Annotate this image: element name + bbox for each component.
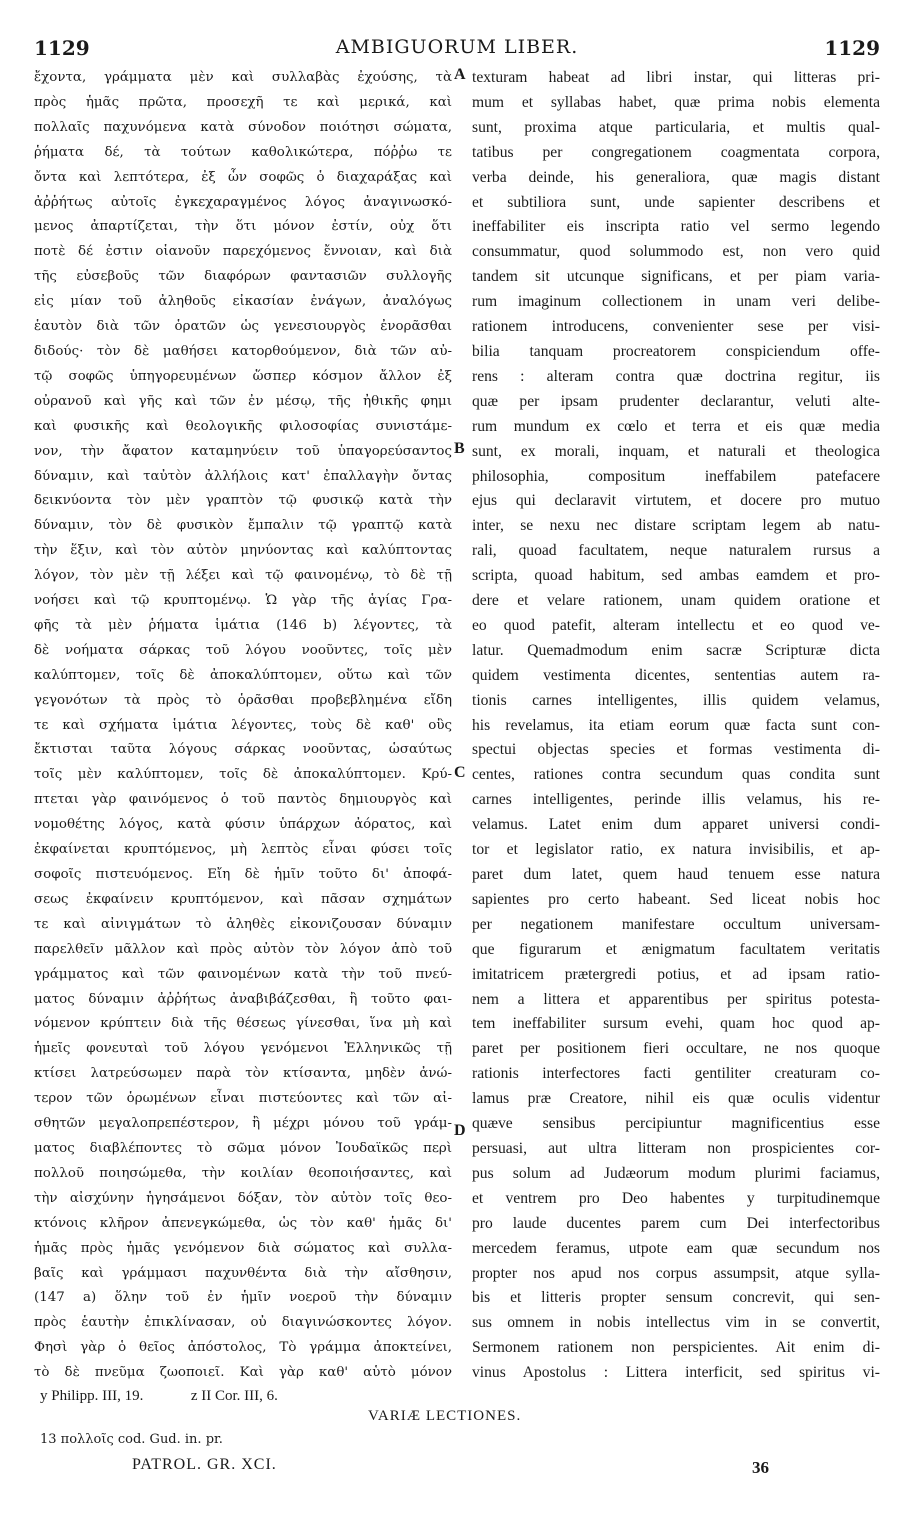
greek-text-line: δὲ νοήματα σάρκας τοῦ λόγου νοοῦντες, τοῖς μὲν: [34, 642, 452, 658]
greek-text-line: ἔχοντα, γράμματα μὲν καὶ συλλαβὰς ἐχούσης, τὰ: [34, 70, 452, 85]
greek-text-line: μενος ἀπαρτίζεται, τὴν ὅτι μόνον ἐστίν, οὐχ ὅτι: [34, 219, 452, 235]
greek-text-line: ματος διαβλέποντες τὸ σῶμα μόνον Ἰουδαϊκῶς περὶ: [34, 1140, 452, 1156]
latin-text-line: pro laude ducentes parem cum Dei interfectoribus: [472, 1214, 880, 1232]
latin-text-line: centes, rationes contra secundum quas condita sunt: [472, 766, 880, 784]
variae-lectiones-heading: VARIÆ LECTIONES.: [368, 1408, 522, 1424]
greek-text-line: ἡμεῖς φονευταὶ τοῦ λόγου γενόμενοι Ἑλληνικῶς τῇ: [34, 1041, 452, 1057]
greek-text-line: βαῖς καὶ γράμμασι παχυνθέντα διὰ τὴν αἴσθησιν,: [34, 1265, 452, 1281]
latin-text-line: velamus. Latet enim dum apparet universi condi-: [472, 816, 880, 834]
greek-text-line: καλύπτομεν, τοῖς δὲ ἀποκαλύπτομεν, οὕτω καὶ τῶν: [34, 667, 452, 683]
greek-column: [34, 66, 452, 1382]
latin-text-line: rationis interfectores facti gentiliter creaturam co-: [472, 1065, 880, 1083]
greek-text-line: κτόνοις κλῆρον ἀπενεγκώμεθα, ὡς τὸν καθ' ἡμᾶς δι': [34, 1215, 452, 1231]
greek-text-line: διδούς· τὸν δὲ μαθήσει κατορθούμενον, διὰ τῶν αὐ-: [34, 343, 452, 359]
latin-text-line: per negationem manifestare occultum universam-: [472, 915, 880, 933]
greek-text-line: δύναμιν, καὶ ταὐτὸν ἀλλήλοις κατ' ἐπαλλαγὴν ὄντας: [34, 468, 452, 484]
footnote-ref-z: z II Cor. III, 6.: [190, 1388, 278, 1404]
latin-text-line: bilia tanquam procreatorem conspiciendum offe-: [472, 342, 880, 360]
latin-text-line: tor et legislator ratio, ex natura invisibilis, et ap-: [472, 841, 880, 859]
latin-text-line: paret dum latet, quem haud tenuem esse natura: [472, 866, 880, 883]
page-number-right: 1129: [824, 36, 880, 60]
greek-text-line: τὴν ἕξιν, καὶ τὸν αὐτὸν μηνύοντας καὶ καλύπτοντας: [34, 543, 452, 559]
greek-text-line: (147 a) ὅλην τοῦ ἐν ἡμῖν νοεροῦ τὴν δύναμιν: [34, 1290, 452, 1306]
running-title: AMBIGUORUM LIBER.: [335, 36, 579, 58]
greek-text-line: ἀῤῥήτως αὐτοῖς ἐγκεχαραγμένος λόγος ἀναγινωσκό-: [34, 194, 452, 210]
greek-text-line: σεως ἐκφαίνειν κρυπτόμενον, καὶ πᾶσαν σχημάτων: [34, 891, 452, 907]
section-marker-a: A: [454, 66, 466, 83]
latin-text-line: et subtiliora sunt, unde sapienter describens et: [472, 193, 880, 211]
greek-text-line: τῆς εὐσεβοῦς τῶν διαφόρων φαντασιῶν συλλογῆς: [34, 269, 452, 285]
greek-text-line: ὄντα καὶ λεπτότερα, ἐξ ὧν σοφῶς ὁ διαχαράξας καὶ: [34, 169, 452, 185]
greek-text-line: τὸ δὲ πνεῦμα ζωοποιεῖ. Καὶ γὰρ καθ' αὑτὸ μόνον: [34, 1365, 452, 1381]
greek-text-line: ῥήματα δέ, τὰ τούτων καθολικώτερα, πόῤῥω τε: [34, 144, 452, 160]
latin-text-line: Sermonem rationem non perspicientes. Ait enim di-: [472, 1339, 880, 1357]
greek-text-line: οὐρανοῦ καὶ γῆς καὶ τῶν ἐν μέσῳ, τῆς ἠθικῆς φημι: [34, 393, 452, 409]
greek-text-line: ἑαυτὸν διὰ τῶν ὁρατῶν ὡς γενεσιουργὸς ἐνορᾶσθαι: [34, 319, 452, 335]
scripture-references: [40, 1384, 278, 1408]
greek-text-line: γεγονότων τὰ πρὸς τὸ ὁρᾶσθαι προβεβλημένα εἴδη: [34, 692, 452, 708]
gathering-number: 36: [752, 1458, 769, 1477]
latin-text-line: bis et litteris propter sensum concrevit, qui sen-: [472, 1289, 880, 1307]
greek-text-line: ἔκτισται ταῦτα λόγους σάρκας νοοῦντας, ὡσαύτως: [34, 742, 452, 758]
greek-text-line: πρὸς ἑαυτὴν ἐπικλίνασαν, οὐ διαγινώσκοντες λόγον.: [34, 1315, 452, 1331]
greek-text-line: φῆς τὰ μὲν ῥήματα ἱμάτια (146 b) λέγοντες, τὰ: [34, 617, 452, 633]
latin-column: [472, 66, 880, 1382]
section-marker-d: D: [454, 1122, 466, 1139]
greek-text-line: νον, τὴν ἄφατον καταμηνύειν τοῦ ὑπαγορεύσαντος: [34, 443, 452, 459]
greek-text-line: λόγον, τὸν μὲν τῇ λέξει καὶ τῷ φαινομένῳ, τὸ δὲ τῇ: [34, 568, 452, 584]
latin-text-line: latur. Quemadmodum enim sacræ Scripturæ dicta: [472, 641, 880, 659]
latin-text-line: eo quod patefit, alteram intellectu et eo quod ve-: [472, 616, 880, 634]
latin-text-line: imitatricem prætergredi potius, et ad ipsam ratio-: [472, 965, 880, 983]
greek-text-line: ποτὲ δέ ἐστιν οἱανοῦν παρεχόμενος ἔννοιαν, καὶ διὰ: [34, 244, 452, 260]
latin-text-line: tem ineffabiliter sursum evehi, quam hoc quod ap-: [472, 1015, 880, 1033]
greek-text-line: τὴν αἰσχύνην ἡγησάμενοι δόξαν, τὸν αὐτὸν τοῖς θεο-: [34, 1190, 452, 1206]
latin-text-line: rali, quoad facultatem, neque naturalem rursus a: [472, 542, 880, 560]
latin-text-line: tatibus per congregationem coagmentata corpora,: [472, 143, 880, 161]
greek-text-line: παρελθεῖν μᾶλλον καὶ πρὸς αὐτὸν τὸν λόγον ἀπὸ τοῦ: [34, 941, 452, 957]
latin-text-line: mum et syllabas habet, quæ prima nobis elementa: [472, 93, 880, 111]
section-marker-c: C: [454, 764, 466, 781]
latin-text-line: spectui objectas species et formas vestimenta di-: [472, 741, 880, 759]
page-number-left: 1129: [34, 36, 90, 60]
latin-text-line: vinus Apostolus : Littera interficit, sed spiritus vi-: [472, 1364, 880, 1382]
greek-text-line: ματος δύναμιν ἀῤῥήτως ἀναβιβάζεσθαι, ἢ τοῦτο φαι-: [34, 991, 452, 1007]
latin-text-line: paret per positionem fieri occultare, ne nos quoque: [472, 1040, 880, 1058]
greek-text-line: πρὸς ἡμᾶς πρῶτα, προσεχῆ τε καὶ μερικά, καὶ: [34, 94, 452, 110]
latin-text-line: lamus præ Creatore, nihil eis quæ oculis videntur: [472, 1090, 880, 1108]
section-marker-b: B: [454, 440, 465, 457]
greek-text-line: τε καὶ αἰνιγμάτων τὸ ἀληθὲς εἰκονιζουσαν δύναμιν: [34, 916, 452, 932]
latin-text-line: sapientes pro certo habeant. Sed liceat nobis hoc: [472, 890, 880, 908]
latin-text-line: philosophia, compositum ineffabilem patefacere: [472, 467, 880, 485]
latin-text-line: ineffabiliter eis inscripta ratio vel sermo legendo: [472, 218, 880, 236]
greek-text-line: ἐκφαίνεται κρυπτόμενος, μὴ λεπτὸς εἶναι φύσει τοῖς: [34, 842, 452, 858]
series-signature: PATROL. GR. XCI.: [132, 1456, 277, 1473]
running-header: [34, 36, 880, 62]
latin-text-line: quæve sensibus percipiuntur magnificentius esse: [472, 1115, 880, 1133]
greek-text-line: πολλοῦ ποιησώμεθα, τὴν κοιλίαν θεοποιήσαντες, καὶ: [34, 1165, 452, 1181]
greek-text-line: πτεται γὰρ φαινόμενος ὁ τοῦ παντὸς δημιουργὸς καὶ: [34, 792, 452, 808]
latin-text-line: rens : alteram contra quæ doctrina regitur, iis: [472, 367, 880, 385]
greek-text-line: δύναμιν, τὸν δὲ φυσικὸν ἔμπαλιν τῷ γραπτῷ κατὰ: [34, 518, 452, 534]
latin-text-line: dere et velare rationem, unam quidem oratione et: [472, 592, 880, 610]
latin-text-line: que figurarum et ænigmatum facultatem veritatis: [472, 940, 880, 958]
greek-text-line: ἡμᾶς πρὸς ἡμᾶς γενόμενον διὰ σώματος καὶ συλλα-: [34, 1240, 452, 1256]
greek-text-line: σοφοῖς πιστευόμενος. Εἴη δὲ ἡμῖν τοῦτο δι' ἀποφά-: [34, 867, 452, 882]
greek-text-line: δεικνύοντα τὸν μὲν γραπτὸν τῷ φυσικῷ κατὰ τὴν: [34, 493, 452, 509]
latin-text-line: ejus qui declaravit virtutem, et docere pro mutuo: [472, 492, 880, 510]
greek-text-line: νομοθέτης λόγος, κατὰ φύσιν ὑπάρχων ἀόρατος, καὶ: [34, 817, 452, 833]
greek-text-line: εἰς μίαν τοῦ ἀληθοῦς εἰκασίαν ἐνάγων, ἀναλόγως: [34, 294, 452, 310]
latin-text-line: tionis carnes intelligentes, illis quidem velamus,: [472, 691, 880, 709]
greek-text-line: Φησὶ γὰρ ὁ θεῖος ἀπόστολος, Τὸ γράμμα ἀποκτείνει,: [34, 1340, 452, 1356]
greek-text-line: καὶ φυσικῆς καὶ θεολογικῆς φιλοσοφίας συνιστάμε-: [34, 418, 452, 434]
greek-text-line: γράμματος καὶ τῶν φαινομένων κατὰ τὴν τοῦ πνεύ-: [34, 966, 452, 982]
latin-text-line: pus solum ad Judæorum modum plurimi faciamus,: [472, 1164, 880, 1182]
greek-text-line: πολλαῖς παχυνόμενα κατὰ σύνοδον ποιότησι σώματα,: [34, 119, 452, 135]
latin-text-line: sunt, ex morali, inquam, et naturali et theologica: [472, 442, 880, 460]
greek-text-line: τῷ σοφῶς ὑπηγορευμένων ὥσπερ κόσμον ἄλλον ἐξ: [34, 368, 452, 384]
greek-text-line: νόμενον κρύπτειν διὰ τῆς θέσεως γίνεσθαι, ἵνα μὴ καὶ: [34, 1016, 452, 1032]
latin-text-line: scripta, quoad habitum, sed ambas eamdem et pro-: [472, 567, 880, 585]
latin-text-line: tandem sit utcunque significans, et per piam varia-: [472, 268, 880, 286]
latin-text-line: carnes intelligentes, perinde illis velamus, his re-: [472, 791, 880, 809]
greek-text-line: σθητῶν μεγαλοπρεπέστερον, ἢ μέχρι μόνου τοῦ γράμ-: [34, 1116, 452, 1132]
latin-text-line: inter, se nexu nec distare scriptam legem ab natu-: [472, 517, 880, 535]
latin-text-line: mercedem feramus, utpote eam quæ secundum nos: [472, 1239, 880, 1257]
footnote-ref-y: y Philipp. III, 19.: [40, 1388, 144, 1404]
latin-text-line: texturam habeat ad libri instar, qui litteras pri-: [472, 69, 880, 86]
latin-text-line: rum imaginum collectionem in unam veri delibe-: [472, 293, 880, 311]
latin-text-line: nem a littera et apparentibus per spiritus potesta-: [472, 990, 880, 1008]
greek-text-line: κτίσει λατρεύσωμεν παρὰ τὸν κτίσαντα, μηδὲν ἀνώ-: [34, 1066, 452, 1082]
latin-text-line: consummatur, quod solummodo est, non vero quid: [472, 243, 880, 261]
latin-text-line: quæ per ipsam prudenter declarantur, veluti alte-: [472, 392, 880, 410]
latin-text-line: sus omnem in nobis intellectus vim in se convertit,: [472, 1314, 880, 1332]
latin-text-line: propter nos apud nos corpus assumpsit, atque sylla-: [472, 1264, 880, 1282]
variant-reading: 13 πολλοῖς cod. Gud. in. pr.: [40, 1432, 223, 1447]
latin-text-line: rationem introducens, convenienter sese per visi-: [472, 318, 880, 336]
latin-text-line: rum mundum ex cœlo et terra et eis quæ media: [472, 417, 880, 435]
greek-text-line: νοήσει καὶ τῷ κρυπτομένῳ. Ὡ γὰρ τῆς ἁγίας Γρα-: [34, 593, 452, 609]
latin-text-line: his revelamus, ita etiam eorum quæ facta sunt con-: [472, 716, 880, 734]
greek-text-line: τερον τῶν ὁρωμένων εἶναι πιστεύοντες καὶ τῶν αἰ-: [34, 1091, 452, 1107]
latin-text-line: et ventrem pro Deo habentes y turpitudinemque: [472, 1189, 880, 1207]
greek-text-line: τε καὶ σχήματα ἱμάτια λέγοντες, τοὺς δὲ καθ' οὓς: [34, 717, 452, 733]
latin-text-line: persuasi, aut ultra litteram non prospicientes cor-: [472, 1139, 880, 1157]
latin-text-line: quidem vestimenta dicentes, sententias autem ra-: [472, 666, 880, 684]
latin-text-line: verba deinde, his generaliora, quæ magis distant: [472, 168, 880, 186]
greek-text-line: τοῖς μὲν καλύπτομεν, τοῖς δὲ ἀποκαλύπτομεν. Κρύ-: [34, 767, 452, 783]
latin-text-line: sunt, proxima atque particularia, et multis qual-: [472, 118, 880, 136]
